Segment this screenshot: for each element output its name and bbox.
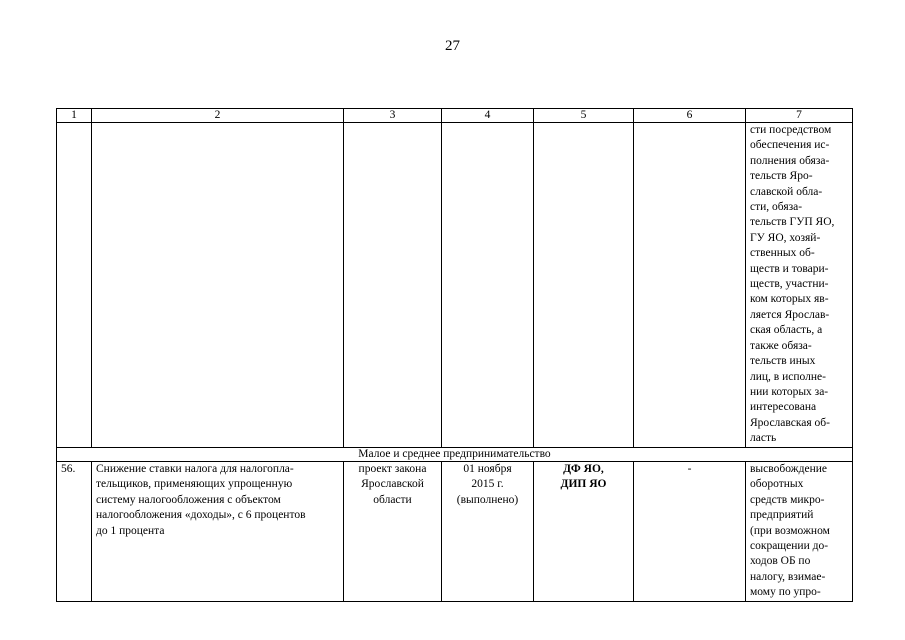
measures-table: [56, 108, 853, 602]
document-cell: проект закона Ярославской области: [344, 462, 442, 602]
table-cell: [442, 123, 534, 448]
column-header: 2: [92, 109, 344, 123]
column-header: 6: [634, 109, 746, 123]
column-number-row: [57, 109, 853, 123]
measure-cell: Снижение ставки налога для налогопла- тельщиков, применяющих упрощенную систему налогообложения с объектом налогообложения «доходы», с 6 процентов до 1 процента: [92, 462, 344, 602]
continuation-row: [57, 123, 853, 448]
table-cell: [534, 123, 634, 448]
column-header: 7: [746, 109, 853, 123]
row-number: 56.: [57, 462, 92, 602]
page-number: 27: [445, 38, 460, 54]
expected-result-cell: сти посредством обеспечения ис- полнения обяза- тельств Яро- славской обла- сти, обяза- тельств ГУП ЯО, ГУ ЯО, хозяй- ственных об- ществ и товари- ществ, участни- ком которых яв- ляется Ярослав- ская область, а также обяза- тельств иных лиц, в исполне- нии которых за- интересована Ярославская об- ласть: [746, 123, 853, 448]
column-header: 5: [534, 109, 634, 123]
section-title: Малое и среднее предпринимательство: [57, 448, 853, 462]
table-cell: [57, 123, 92, 448]
section-row: [57, 448, 853, 462]
table-row: [57, 462, 853, 602]
column-header: 4: [442, 109, 534, 123]
deadline-cell: 01 ноября 2015 г. (выполнено): [442, 462, 534, 602]
col6-cell: -: [634, 462, 746, 602]
responsible-cell: ДФ ЯО, ДИП ЯО: [534, 462, 634, 602]
expected-result-cell: высвобождение оборотных средств микро- предприятий (при возможном сокращении до- ходов ОБ по налогу, взимае- мому по упро-: [746, 462, 853, 602]
table-cell: [344, 123, 442, 448]
table-cell: [634, 123, 746, 448]
table-cell: [92, 123, 344, 448]
column-header: 1: [57, 109, 92, 123]
column-header: 3: [344, 109, 442, 123]
